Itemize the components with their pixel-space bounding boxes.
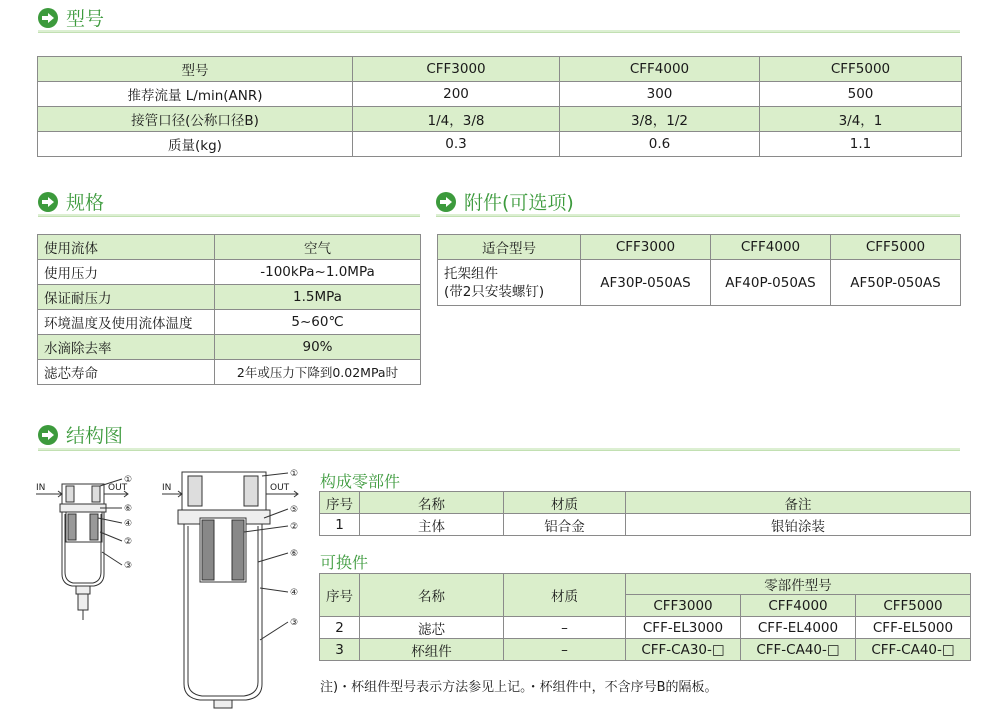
- table-header-cell: 材质: [504, 574, 626, 617]
- model-table: [37, 56, 962, 157]
- table-row: [320, 514, 971, 536]
- table-cell: 空气: [215, 235, 421, 260]
- table-cell: –: [504, 639, 626, 661]
- table-header-cell: 备注: [626, 492, 971, 514]
- callout-label: ④: [290, 588, 299, 598]
- table-cell: 铝合金: [504, 514, 626, 536]
- table-cell: AF50P-050AS: [831, 260, 961, 306]
- table-row: [320, 639, 971, 661]
- callout-label: ①: [290, 469, 299, 479]
- table-cell: AF40P-050AS: [711, 260, 831, 306]
- table-cell: CFF-EL4000: [741, 617, 856, 639]
- table-row: [38, 360, 421, 385]
- table-header-cell: 序号: [320, 574, 360, 617]
- table-header-cell: 名称: [360, 574, 504, 617]
- callout-label: ③: [290, 618, 299, 628]
- section-title-structure: 结构图: [38, 421, 123, 448]
- diagram-in-label: IN: [36, 483, 46, 493]
- accessory-name-line1: 托架组件: [444, 265, 498, 282]
- table-header-cell: CFF3000: [353, 57, 560, 82]
- table-header-cell: 适合型号: [438, 235, 581, 260]
- table-header-row: [38, 57, 962, 82]
- table-cell: 环境温度及使用流体温度: [38, 310, 215, 335]
- spec-table: [37, 234, 421, 385]
- table-header-cell: CFF4000: [560, 57, 760, 82]
- table-cell: 200: [353, 82, 560, 107]
- arrow-circle-icon: [436, 192, 456, 212]
- divider: [38, 30, 960, 33]
- table-row: [38, 132, 962, 157]
- table-row: [320, 617, 971, 639]
- table-row: [38, 82, 962, 107]
- callout-label: ④: [124, 519, 133, 529]
- divider: [38, 214, 420, 217]
- table-header-row: [320, 574, 971, 595]
- divider: [436, 214, 960, 217]
- table-header-cell: CFF5000: [831, 235, 961, 260]
- table-cell: 1.1: [760, 132, 962, 157]
- table-cell: 水滴除去率: [38, 335, 215, 360]
- large-filter-drawing: [178, 472, 270, 708]
- accessory-table: [437, 234, 961, 306]
- small-filter-drawing: [60, 484, 106, 620]
- table-cell: 1.5MPa: [215, 285, 421, 310]
- accessory-name-line2: (带2只安装螺钉): [444, 283, 545, 300]
- table-cell: 90%: [215, 335, 421, 360]
- table-header-cell: CFF5000: [856, 595, 971, 617]
- table-cell: 接管口径(公称口径B): [38, 107, 353, 132]
- table-cell: 2: [320, 617, 360, 639]
- table-header-cell: 型号: [38, 57, 353, 82]
- table-cell: -100kPa~1.0MPa: [215, 260, 421, 285]
- table-cell: 杯组件: [360, 639, 504, 661]
- diagram-out-label: OUT: [108, 483, 128, 493]
- table-cell: 主体: [360, 514, 504, 536]
- table-cell: 2年或压力下降到0.02MPa时: [215, 360, 421, 385]
- table-row: [438, 260, 961, 306]
- table-cell: 0.3: [353, 132, 560, 157]
- table-cell: 推荐流量 L/min(ANR): [38, 82, 353, 107]
- table-cell: 300: [560, 82, 760, 107]
- table-cell: CFF-CA40-□: [741, 639, 856, 661]
- callout-label: ⑥: [290, 549, 299, 559]
- table-header-cell: 序号: [320, 492, 360, 514]
- table-row: [38, 310, 421, 335]
- table-header-cell: CFF4000: [711, 235, 831, 260]
- divider: [38, 448, 960, 451]
- table-cell: 3: [320, 639, 360, 661]
- diagram-out-label: OUT: [270, 483, 290, 493]
- table-header-cell: CFF5000: [760, 57, 962, 82]
- parts-table: [319, 491, 971, 536]
- table-header-cell: CFF4000: [741, 595, 856, 617]
- table-cell: 1/4，3/8: [353, 107, 560, 132]
- table-cell: 5~60℃: [215, 310, 421, 335]
- table-cell: 3/8，1/2: [560, 107, 760, 132]
- table-row: [38, 235, 421, 260]
- table-cell: 滤芯寿命: [38, 360, 215, 385]
- arrow-circle-icon: [38, 8, 58, 28]
- replace-table: [319, 573, 971, 661]
- section-title-accessory: 附件(可选项): [436, 188, 574, 215]
- footnote: 注)・杯组件型号表示方法参见上记。・杯组件中，不含序号B的隔板。: [320, 680, 718, 695]
- table-header-cell: 名称: [360, 492, 504, 514]
- table-header-cell: 材质: [504, 492, 626, 514]
- table-cell: CFF-EL5000: [856, 617, 971, 639]
- table-cell: 3/4，1: [760, 107, 962, 132]
- table-header-cell: CFF3000: [581, 235, 711, 260]
- table-cell: AF30P-050AS: [581, 260, 711, 306]
- diagram-in-label: IN: [162, 483, 172, 493]
- replace-title: 可换件: [320, 553, 369, 572]
- table-header-cell: CFF3000: [626, 595, 741, 617]
- table-cell: CFF-CA40-□: [856, 639, 971, 661]
- callout-label: ③: [124, 561, 133, 571]
- table-cell: 银铂涂装: [626, 514, 971, 536]
- arrow-circle-icon: [38, 192, 58, 212]
- structure-diagram: [30, 462, 315, 712]
- table-cell: CFF-CA30-□: [626, 639, 741, 661]
- callout-label: ②: [290, 522, 299, 532]
- section-title-spec: 规格: [38, 188, 104, 215]
- table-header-row: [320, 492, 971, 514]
- table-cell: CFF-EL3000: [626, 617, 741, 639]
- callout-label: ⑤: [290, 505, 299, 515]
- table-cell: 保证耐压力: [38, 285, 215, 310]
- table-row: [38, 285, 421, 310]
- section-title-model: 型号: [38, 4, 104, 31]
- table-row: [38, 107, 962, 132]
- callout-label: ⑥: [124, 504, 133, 514]
- callout-label: ②: [124, 537, 133, 547]
- table-row: [38, 260, 421, 285]
- callout-label: ①: [124, 475, 133, 485]
- table-cell: –: [504, 617, 626, 639]
- table-cell: 使用压力: [38, 260, 215, 285]
- table-cell: 500: [760, 82, 962, 107]
- table-cell: 滤芯: [360, 617, 504, 639]
- table-cell: 1: [320, 514, 360, 536]
- table-cell: 质量(kg): [38, 132, 353, 157]
- table-cell: [438, 260, 581, 306]
- table-header-row: [438, 235, 961, 260]
- table-cell: 0.6: [560, 132, 760, 157]
- table-row: [38, 335, 421, 360]
- table-cell: 使用流体: [38, 235, 215, 260]
- arrow-circle-icon: [38, 425, 58, 445]
- table-header-cell: 零部件型号: [626, 574, 971, 595]
- parts-title: 构成零部件: [320, 472, 401, 491]
